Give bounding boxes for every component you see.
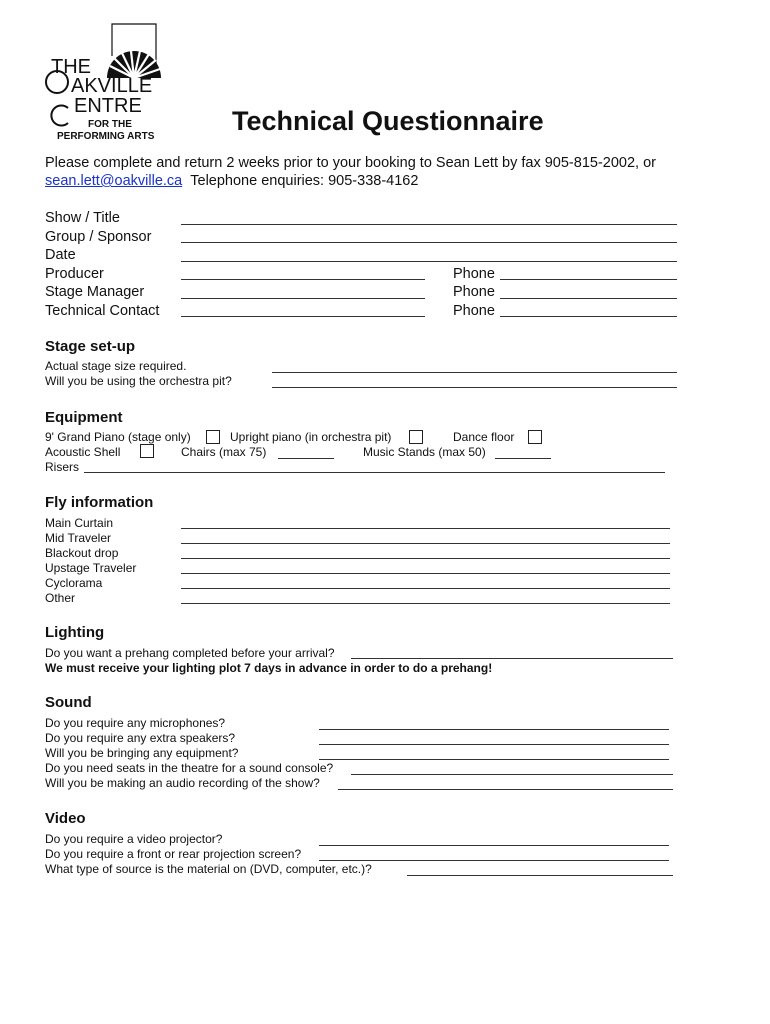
upright-piano-label: Upright piano (in orchestra pit) (230, 430, 392, 444)
field-producer[interactable] (181, 279, 425, 280)
projection-screen-field[interactable] (319, 860, 669, 861)
acoustic-shell-label: Acoustic Shell (45, 445, 121, 459)
source-material-field[interactable] (407, 875, 673, 876)
video-heading: Video (45, 810, 86, 827)
fly-field-blackout-drop[interactable] (181, 558, 670, 559)
fly-item-mid-traveler: Mid Traveler (45, 531, 112, 545)
logo-akville: AKVILLE (71, 75, 153, 97)
field-stage-manager[interactable] (181, 298, 425, 299)
label-producer: Producer (45, 266, 104, 282)
acoustic-shell-checkbox[interactable] (140, 444, 154, 458)
equipment-question: Will you be bringing any equipment? (45, 746, 239, 760)
stage-size-question: Actual stage size required. (45, 359, 187, 373)
sound-console-field[interactable] (351, 774, 673, 775)
sound-console-question: Do you need seats in the theatre for a sound console? (45, 761, 334, 775)
field-group-sponsor[interactable] (181, 242, 677, 243)
video-projector-field[interactable] (319, 845, 669, 846)
fly-item-upstage-traveler: Upstage Traveler (45, 561, 137, 575)
field-technical-phone[interactable] (500, 316, 677, 317)
sound-heading: Sound (45, 694, 92, 711)
projection-screen-question: Do you require a front or rear projection screen? (45, 847, 302, 861)
logo-the: THE (51, 56, 91, 78)
fly-item-main-curtain: Main Curtain (45, 516, 114, 530)
field-date[interactable] (181, 261, 677, 262)
label-technical-phone: Phone (453, 303, 495, 319)
field-stage-manager-phone[interactable] (500, 298, 677, 299)
grand-piano-checkbox[interactable] (206, 430, 220, 444)
label-date: Date (45, 247, 76, 263)
orchestra-pit-question: Will you be using the orchestra pit? (45, 374, 232, 388)
email-link[interactable]: sean.lett@oakville.ca (45, 173, 183, 189)
label-technical-contact: Technical Contact (45, 303, 160, 319)
fly-field-other[interactable] (181, 603, 670, 604)
microphones-field[interactable] (319, 729, 669, 730)
grand-piano-label: 9' Grand Piano (stage only) (45, 430, 191, 444)
stage-size-field[interactable] (272, 372, 677, 373)
stage-setup-heading: Stage set-up (45, 338, 136, 355)
lighting-plot-note: We must receive your lighting plot 7 days in advance in order to do a prehang! (45, 661, 493, 675)
video-projector-question: Do you require a video projector? (45, 832, 223, 846)
fly-field-upstage-traveler[interactable] (181, 573, 670, 574)
risers-field[interactable] (84, 472, 665, 473)
oakville-centre-logo (44, 20, 184, 144)
logo-for-the: FOR THE (88, 119, 132, 130)
prehang-field[interactable] (351, 658, 673, 659)
microphones-question: Do you require any microphones? (45, 716, 226, 730)
fly-item-other: Other (45, 591, 76, 605)
dance-floor-label: Dance floor (453, 430, 515, 444)
speakers-field[interactable] (319, 744, 669, 745)
field-technical-contact[interactable] (181, 316, 425, 317)
music-stands-field[interactable] (495, 458, 551, 459)
page-title: Technical Questionnaire (232, 106, 544, 136)
fly-field-cyclorama[interactable] (181, 588, 670, 589)
source-material-question: What type of source is the material on (DVD, computer, etc.)? (45, 862, 372, 876)
intro-text: Please complete and return 2 weeks prior to your booking to Sean Lett by fax 905-815-2002, or (45, 155, 656, 171)
speakers-question: Do you require any extra speakers? (45, 731, 236, 745)
fly-item-cyclorama: Cyclorama (45, 576, 103, 590)
label-stage-manager-phone: Phone (453, 284, 495, 300)
intro-line-2 (45, 172, 418, 190)
fly-information-heading: Fly information (45, 494, 154, 511)
label-group-sponsor: Group / Sponsor (45, 229, 152, 245)
upright-piano-checkbox[interactable] (409, 430, 423, 444)
label-show-title: Show / Title (45, 210, 120, 226)
audio-recording-question: Will you be making an audio recording of the show? (45, 776, 320, 790)
fly-field-mid-traveler[interactable] (181, 543, 670, 544)
fly-item-blackout-drop: Blackout drop (45, 546, 119, 560)
risers-label: Risers (45, 460, 80, 474)
lighting-heading: Lighting (45, 624, 105, 641)
chairs-label: Chairs (max 75) (181, 445, 267, 459)
prehang-question: Do you want a prehang completed before your arrival? (45, 646, 335, 660)
dance-floor-checkbox[interactable] (528, 430, 542, 444)
music-stands-label: Music Stands (max 50) (363, 445, 486, 459)
field-producer-phone[interactable] (500, 279, 677, 280)
label-stage-manager: Stage Manager (45, 284, 145, 300)
equipment-heading: Equipment (45, 409, 123, 426)
label-producer-phone: Phone (453, 266, 495, 282)
fly-field-main-curtain[interactable] (181, 528, 670, 529)
field-show-title[interactable] (181, 224, 677, 225)
sound-equipment-field[interactable] (319, 759, 669, 760)
chairs-field[interactable] (278, 458, 334, 459)
logo-performing-arts: PERFORMING ARTS (57, 131, 155, 142)
telephone-enquiries: Telephone enquiries: 905-338-4162 (190, 173, 419, 189)
orchestra-pit-field[interactable] (272, 387, 677, 388)
audio-recording-field[interactable] (338, 789, 673, 790)
logo-entre: ENTRE (74, 95, 142, 117)
